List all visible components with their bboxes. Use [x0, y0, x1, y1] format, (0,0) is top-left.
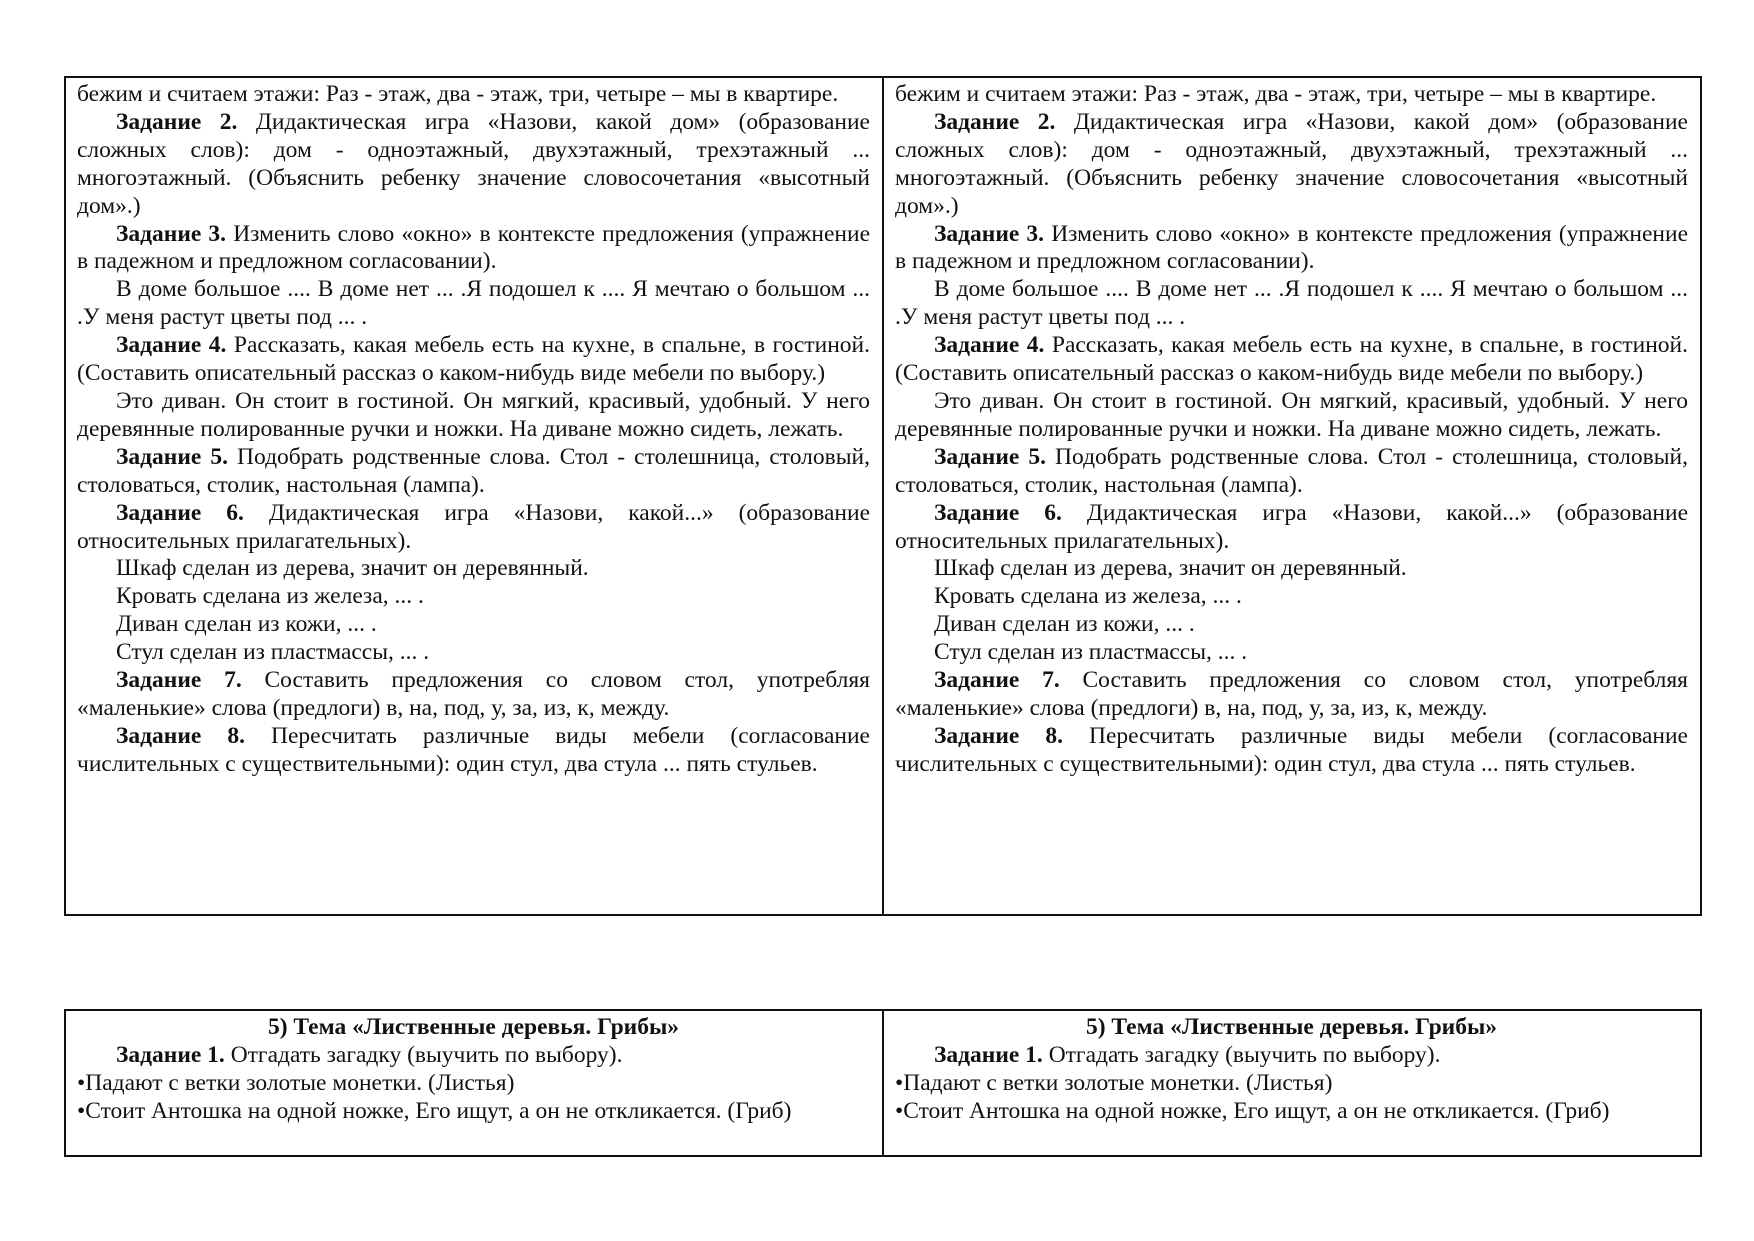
bullet-dot-icon: •: [77, 1097, 86, 1124]
task-4: [77, 332, 870, 388]
task-text: Рассказать, какая мебель есть на кухне, в спальне, в гостиной. (Составить описательный рассказ о каком-нибудь виде мебели по выбору.): [895, 332, 1688, 387]
task-6-example-1: Шкаф сделан из дерева, значит он деревянный.: [116, 555, 589, 582]
task-text: Дидактическая игра «Назови, какой...» (образование относительных прилагательных).: [895, 499, 1688, 554]
task-3: [77, 221, 870, 277]
task-text: Отгадать загадку (выучить по выбору).: [1042, 1041, 1441, 1068]
task-text: Составить предложения со словом стол, употребляя «маленькие» слова (предлоги) в, на, под, у, за, из, к, между.: [895, 667, 1688, 721]
task-6-example-3: Диван сделан из кожи, ... .: [116, 611, 377, 638]
task-label: Задание 7.: [934, 667, 1060, 694]
bullet-text: Стоит Антошка на одной ножке, Его ищут, а он не откликается. (Гриб): [903, 1097, 1610, 1124]
task-label: Задание 6.: [116, 499, 244, 526]
task-label: Задание 4.: [934, 332, 1045, 359]
task-text: Подобрать родственные слова. Стол - столешница, столовый, столоваться, столик, настольная (лампа).: [895, 443, 1688, 498]
lead-paragraph: бежим и считаем этажи: Раз - этаж, два - этаж, три, четыре – мы в квартире.: [77, 81, 839, 107]
task-8: [895, 723, 1688, 779]
bullet-item: [77, 1070, 870, 1098]
task-7: [77, 667, 870, 723]
top-left-cell: [65, 77, 883, 915]
task-1: [77, 1042, 870, 1070]
task-6-example-4: Стул сделан из пластмассы, ... .: [934, 639, 1248, 666]
task-label: Задание 3.: [934, 220, 1045, 247]
task-label: Задание 7.: [116, 667, 242, 694]
task-text: Дидактическая игра «Назови, какой...» (образование относительных прилагательных).: [77, 499, 870, 554]
bullet-text: Падают с ветки золотые монетки. (Листья): [85, 1069, 515, 1096]
task-label: Задание 3.: [116, 220, 227, 247]
task-label: Задание 8.: [116, 722, 245, 749]
bottom-right-cell: [883, 1010, 1701, 1156]
task-3: [895, 221, 1688, 277]
task-label: Задание 6.: [934, 499, 1062, 526]
task-label: Задание 8.: [934, 722, 1063, 749]
top-right-cell: [883, 77, 1701, 915]
task-7: [895, 667, 1688, 723]
task-4: [895, 332, 1688, 388]
task-text: Пересчитать различные виды мебели (согласование числительных с существительными): один стул, два стула ... пять стульев.: [895, 722, 1688, 777]
bullet-text: Стоит Антошка на одной ножке, Его ищут, а он не откликается. (Гриб): [85, 1097, 792, 1124]
task-5: [895, 444, 1688, 500]
task-4-example: Это диван. Он стоит в гостиной. Он мягкий, красивый, удобный. У него деревянные полированные ручки и ножки. На диване можно сидеть, лежать.: [77, 387, 870, 442]
bullet-item: [895, 1098, 1688, 1126]
task-6-example-4: Стул сделан из пластмассы, ... .: [116, 639, 430, 666]
bullet-dot-icon: •: [895, 1069, 904, 1096]
task-6-example-3: Диван сделан из кожи, ... .: [934, 611, 1195, 638]
task-text: Дидактическая игра «Назови, какой дом» (образование сложных слов): дом - одноэтажный, двухэтажный, трехэтажный ... многоэтажный. (Объяснить ребенку значение словосочетания «высотный дом».): [895, 108, 1688, 219]
bullet-item: [77, 1098, 870, 1126]
task-text: Отгадать загадку (выучить по выбору).: [224, 1041, 623, 1068]
top-table: [64, 76, 1702, 916]
task-label: Задание 2.: [116, 108, 238, 135]
task-6-example-1: Шкаф сделан из дерева, значит он деревянный.: [934, 555, 1407, 582]
task-text: Изменить слово «окно» в контексте предложения (упражнение в падежном и предложном согласовании).: [895, 220, 1688, 275]
task-text: Дидактическая игра «Назови, какой дом» (образование сложных слов): дом - одноэтажный, двухэтажный, трехэтажный ... многоэтажный. (Объяснить ребенку значение словосочетания «высотный дом».): [77, 108, 870, 219]
task-8: [77, 723, 870, 779]
task-2: [895, 109, 1688, 221]
task-label: Задание 2.: [934, 108, 1056, 135]
topic-heading: 5) Тема «Лиственные деревья. Грибы»: [267, 1014, 680, 1040]
task-text: Изменить слово «окно» в контексте предложения (упражнение в падежном и предложном согласовании).: [77, 220, 870, 275]
task-text: Рассказать, какая мебель есть на кухне, в спальне, в гостиной. (Составить описательный рассказ о каком-нибудь виде мебели по выбору.): [77, 332, 870, 387]
task-3-example: В доме большое .... В доме нет ... .Я подошел к .... Я мечтаю о большом ... .У меня растут цветы под ... .: [895, 276, 1688, 331]
task-6-example-2: Кровать сделана из железа, ... .: [934, 583, 1242, 610]
task-label: Задание 4.: [116, 332, 227, 359]
topic-heading: 5) Тема «Лиственные деревья. Грибы»: [1085, 1014, 1498, 1040]
task-3-example: В доме большое .... В доме нет ... .Я подошел к .... Я мечтаю о большом ... .У меня растут цветы под ... .: [77, 276, 870, 331]
task-text: Пересчитать различные виды мебели (согласование числительных с существительными): один стул, два стула ... пять стульев.: [77, 722, 870, 777]
bullet-item: [895, 1070, 1688, 1098]
task-5: [77, 444, 870, 500]
task-6: [77, 500, 870, 556]
task-1: [895, 1042, 1688, 1070]
task-text: Подобрать родственные слова. Стол - столешница, столовый, столоваться, столик, настольная (лампа).: [77, 443, 870, 498]
bottom-table: [64, 1009, 1702, 1157]
bullet-dot-icon: •: [77, 1069, 86, 1096]
lead-paragraph: бежим и считаем этажи: Раз - этаж, два - этаж, три, четыре – мы в квартире.: [895, 81, 1657, 107]
task-4-example: Это диван. Он стоит в гостиной. Он мягкий, красивый, удобный. У него деревянные полированные ручки и ножки. На диване можно сидеть, лежать.: [895, 387, 1688, 442]
task-label: Задание 5.: [116, 443, 228, 470]
bottom-left-cell: [65, 1010, 883, 1156]
task-label: Задание 1.: [934, 1041, 1043, 1068]
bullet-text: Падают с ветки золотые монетки. (Листья): [903, 1069, 1333, 1096]
task-2: [77, 109, 870, 221]
task-label: Задание 1.: [116, 1041, 225, 1068]
task-text: Составить предложения со словом стол, употребляя «маленькие» слова (предлоги) в, на, под, у, за, из, к, между.: [77, 667, 870, 721]
task-6: [895, 500, 1688, 556]
task-6-example-2: Кровать сделана из железа, ... .: [116, 583, 424, 610]
task-label: Задание 5.: [934, 443, 1046, 470]
bullet-dot-icon: •: [895, 1097, 904, 1124]
